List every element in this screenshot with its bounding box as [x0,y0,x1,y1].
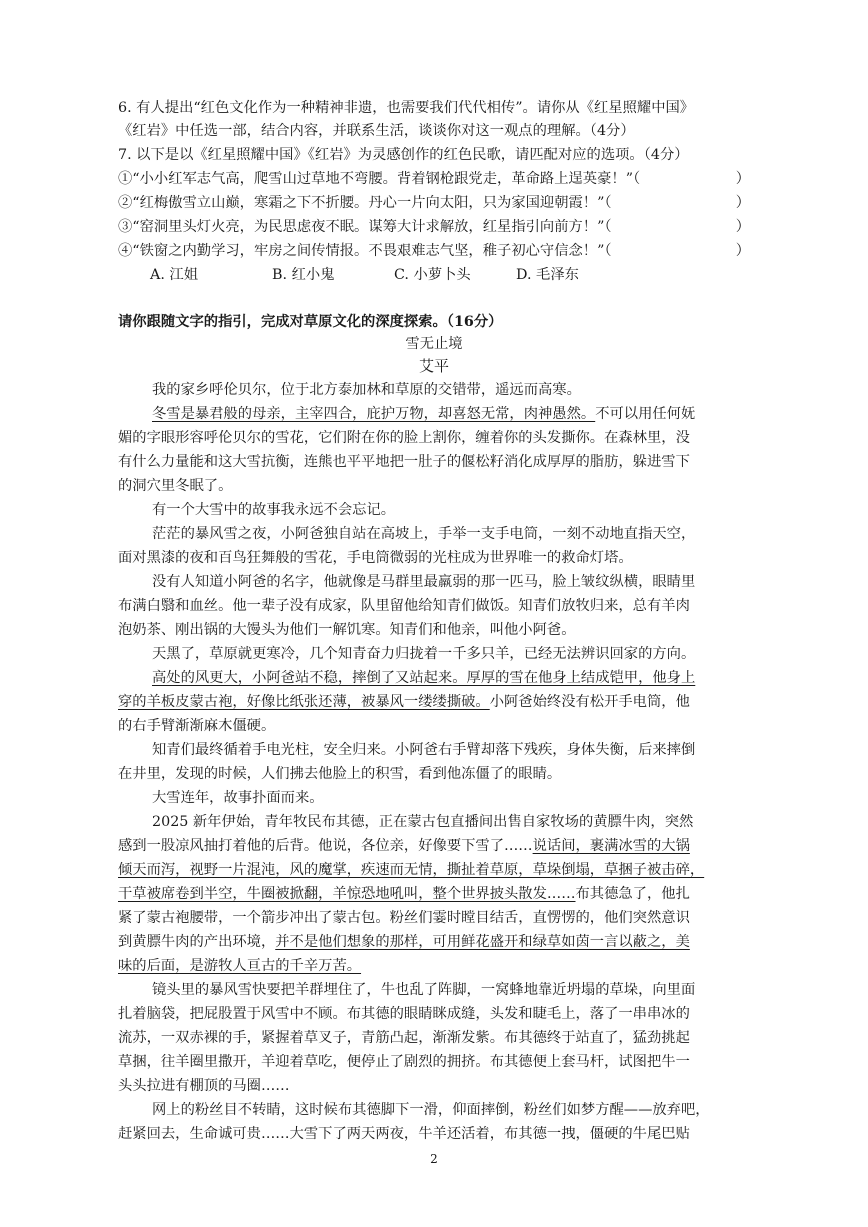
choice-a: A. 江姐 [150,267,199,283]
underlined-sentence-1: 冬雪是暴君般的母亲，主宰四合，庇护万物，却喜怒无常，肉神愚然。 [152,406,596,422]
para-5-line-1: 没有人知道小阿爸的名字，他就像是马群里最羸弱的那一匹马，脸上皱纹纵横，眼睛里 [152,574,696,590]
q7-stem: 7. 以下是以《红星照耀中国》《红岩》为灵感创作的红色民歌，请匹配对应的选项。（4分） [118,147,689,163]
para-7-line-3: 的右手臂渐渐麻木僵硬。 [118,718,276,734]
para-11-line-1: 镜头里的暴风雪快要把羊群埋住了，牛也乱了阵脚，一窝蜂地靠近坍塌的草垛，向里面 [152,982,696,998]
para-3: 有一个大雪中的故事我永远不会忘记。 [152,502,396,518]
article-author: 艾平 [418,357,449,375]
para-4-line-1: 茫茫的暴风雪之夜，小阿爸独自站在高坡上，手举一支手电筒，一刻不动地直指天空， [152,526,696,542]
page-number: 2 [430,1152,438,1166]
para-1: 我的家乡呼伦贝尔，位于北方泰加林和草原的交错带，遥远而高寒。 [152,382,581,398]
para-12-line-2: 赶紧回去，生命诚可贵……大雪下了两天两夜，牛羊还活着，布其德一拽，僵硬的牛尾巴贴 [118,1126,690,1142]
underlined-sentence-3-end: 干草被席卷到半空，牛圈被掀翻，羊惊恐地吼叫，整个世界披头散发…… [118,886,576,902]
para-2-line-1: 冬雪是暴君般的母亲，主宰四合，庇护万物，却喜怒无常，肉神愚然。不可以用任何妩 [152,406,696,422]
para-7-line-2: 穿的羊板皮蒙古袍，好像比纸张还薄，被暴风一缕缕撕破。小阿爸始终没有松开手电筒，他 [118,694,690,710]
para-5-line-2: 布满白翳和血丝。他一辈子没有成家，队里留他给知青们做饭。知青们放牧归来，总有羊肉 [118,598,690,614]
para-2-line-3: 有什么力量能和这大雪抗衡，连熊也平平地把一肚子的偃松籽消化成厚厚的脂肪，躲进雪下 [118,454,690,470]
para-10-line-2: 感到一股凉风抽打着他的后背。他说，各位亲，好像要下雪了……说话间，裹满冰雪的大锅 [118,838,690,854]
para-6: 天黑了，草原就更寒冷，几个知青奋力归拢着一千多只羊，已经无法辨识回家的方向。 [152,646,696,662]
para-10-line-6: 到黄膘牛肉的产出环境，并不是他们想象的那样，可用鲜花盛开和绿草如茵一言以蔽之，美 [118,934,690,950]
underlined-sentence-2: 高处的风更大，小阿爸站不稳，摔倒了又站起来。厚厚的雪在他身上结成铠甲，他身上 [152,670,696,686]
q6-line-1: 6. 有人提出“红色文化作为一种精神非遗，也需要我们代代相传”。请你从《红星照耀中国》 [118,100,695,116]
para-7-line-1 [152,668,758,688]
para-2-line-4: 的洞穴里冬眠了。 [118,478,233,494]
para-2-line-2: 媚的字眼形容呼伦贝尔的雪花，它们附在你的脸上割你，缠着你的头发撕你。在森林里，没 [118,430,690,446]
para-10-line-5: 紧了蒙古袍腰带，一个箭步冲出了蒙古包。粉丝们霎时瞠目结舌，直愣愣的，他们突然意识 [118,910,690,926]
choice-c: C. 小萝卜头 [394,267,471,283]
para-12-line-1: 网上的粉丝目不转睛，这时候布其德脚下一滑，仰面摔倒，粉丝们如梦方醒——放弃吧， [152,1102,710,1118]
para-5-line-3: 泡奶茶、刚出锅的大馒头为他们一解饥寒。知青们和他亲，叫他小阿爸。 [118,622,576,638]
article-title: 雪无止境 [405,336,463,352]
para-10-line-7 [118,956,758,976]
para-4-line-2: 面对黑漆的夜和百鸟狂舞般的雪花，手电筒微弱的光柱成为世界唯一的救命灯塔。 [118,550,633,566]
para-11-line-5: 头头拉进有棚顶的马圈…… [118,1078,290,1094]
underlined-sentence-3-cont: 倾天而泻，视野一片混沌，风的魔掌，疾速而无情，撕扯着草原，草垛倒塌，草捆子被击碎， [118,862,705,878]
section-heading: 请你跟随文字的指引，完成对草原文化的深度探索。（16分） [118,314,503,330]
para-10-line-4: 干草被席卷到半空，牛圈被掀翻，羊惊恐地吼叫，整个世界披头散发……布其德急了，他扎 [118,886,690,902]
q7-answer-blank-4: ） [735,243,750,259]
q7-item-3: ③“窑洞里头灯火亮，为民思虑夜不眠。谋筹大计求解放，红星指引向前方！”（ [118,219,612,235]
choice-b: B. 红小鬼 [272,267,335,283]
underlined-sentence-2-cont: 穿的羊板皮蒙古袍，好像比纸张还薄，被暴风一缕缕撕破。 [118,694,490,710]
para-11-line-3: 流苏，一双赤裸的手，紧握着草叉子，青筋凸起，渐渐发紫。布其德终于站直了，猛劲挑起 [118,1030,690,1046]
choice-d: D. 毛泽东 [516,267,579,283]
underlined-sentence-4-end: 味的后面，是游牧人亘古的千辛万苦。 [118,958,362,974]
para-9: 大雪连年，故事扑面而来。 [152,790,324,806]
q7-answer-blank-2: ） [735,195,750,211]
q7-answer-blank-3: ） [735,219,750,235]
q7-item-1: ①“小小红军志气高，爬雪山过草地不弯腰。背着钢枪跟党走，革命路上逞英豪！”（ [118,171,641,187]
para-11-line-4: 草捆，往羊圈里撒开，羊迎着草吃，便停止了剧烈的拥挤。布其德便上套马杆，试图把牛一 [118,1054,690,1070]
para-10-line-1: 2025 新年伊始，青年牧民布其德，正在蒙古包直播间出售自家牧场的黄膘牛肉，突然 [152,814,694,830]
q6-line-2: 《红岩》中任选一部，结合内容，并联系生活，谈谈你对这一观点的理解。（4分） [118,123,635,139]
q7-choices [150,265,670,285]
q7-item-2: ②“红梅傲雪立山巅，寒霜之下不折腰。丹心一片向太阳，只为家国迎朝霞！”（ [118,195,612,211]
para-10-line-3 [118,860,758,880]
underlined-sentence-3: 说话间，裹满冰雪的大锅 [532,838,690,854]
underlined-sentence-4: 并不是他们想象的那样，可用鲜花盛开和绿草如茵一言以蔽之，美 [275,934,690,950]
q7-item-4: ④“铁窗之内勤学习，牢房之间传情报。不畏艰难志气坚，稚子初心守信念！”（ [118,243,612,259]
para-8-line-2: 在井里，发现的时候，人们拂去他脸上的积雪，看到他冻僵了的眼睛。 [118,766,562,782]
para-8-line-1: 知青们最终循着手电光柱，安全归来。小阿爸右手臂却落下残疾，身体失衡，后来摔倒 [152,742,696,758]
para-11-line-2: 扎着脑袋，把屁股置于风雪中不顾。布其德的眼睛眯成缝，头发和睫毛上，落了一串串冰的 [118,1006,690,1022]
q7-answer-blank-1: ） [735,171,750,187]
